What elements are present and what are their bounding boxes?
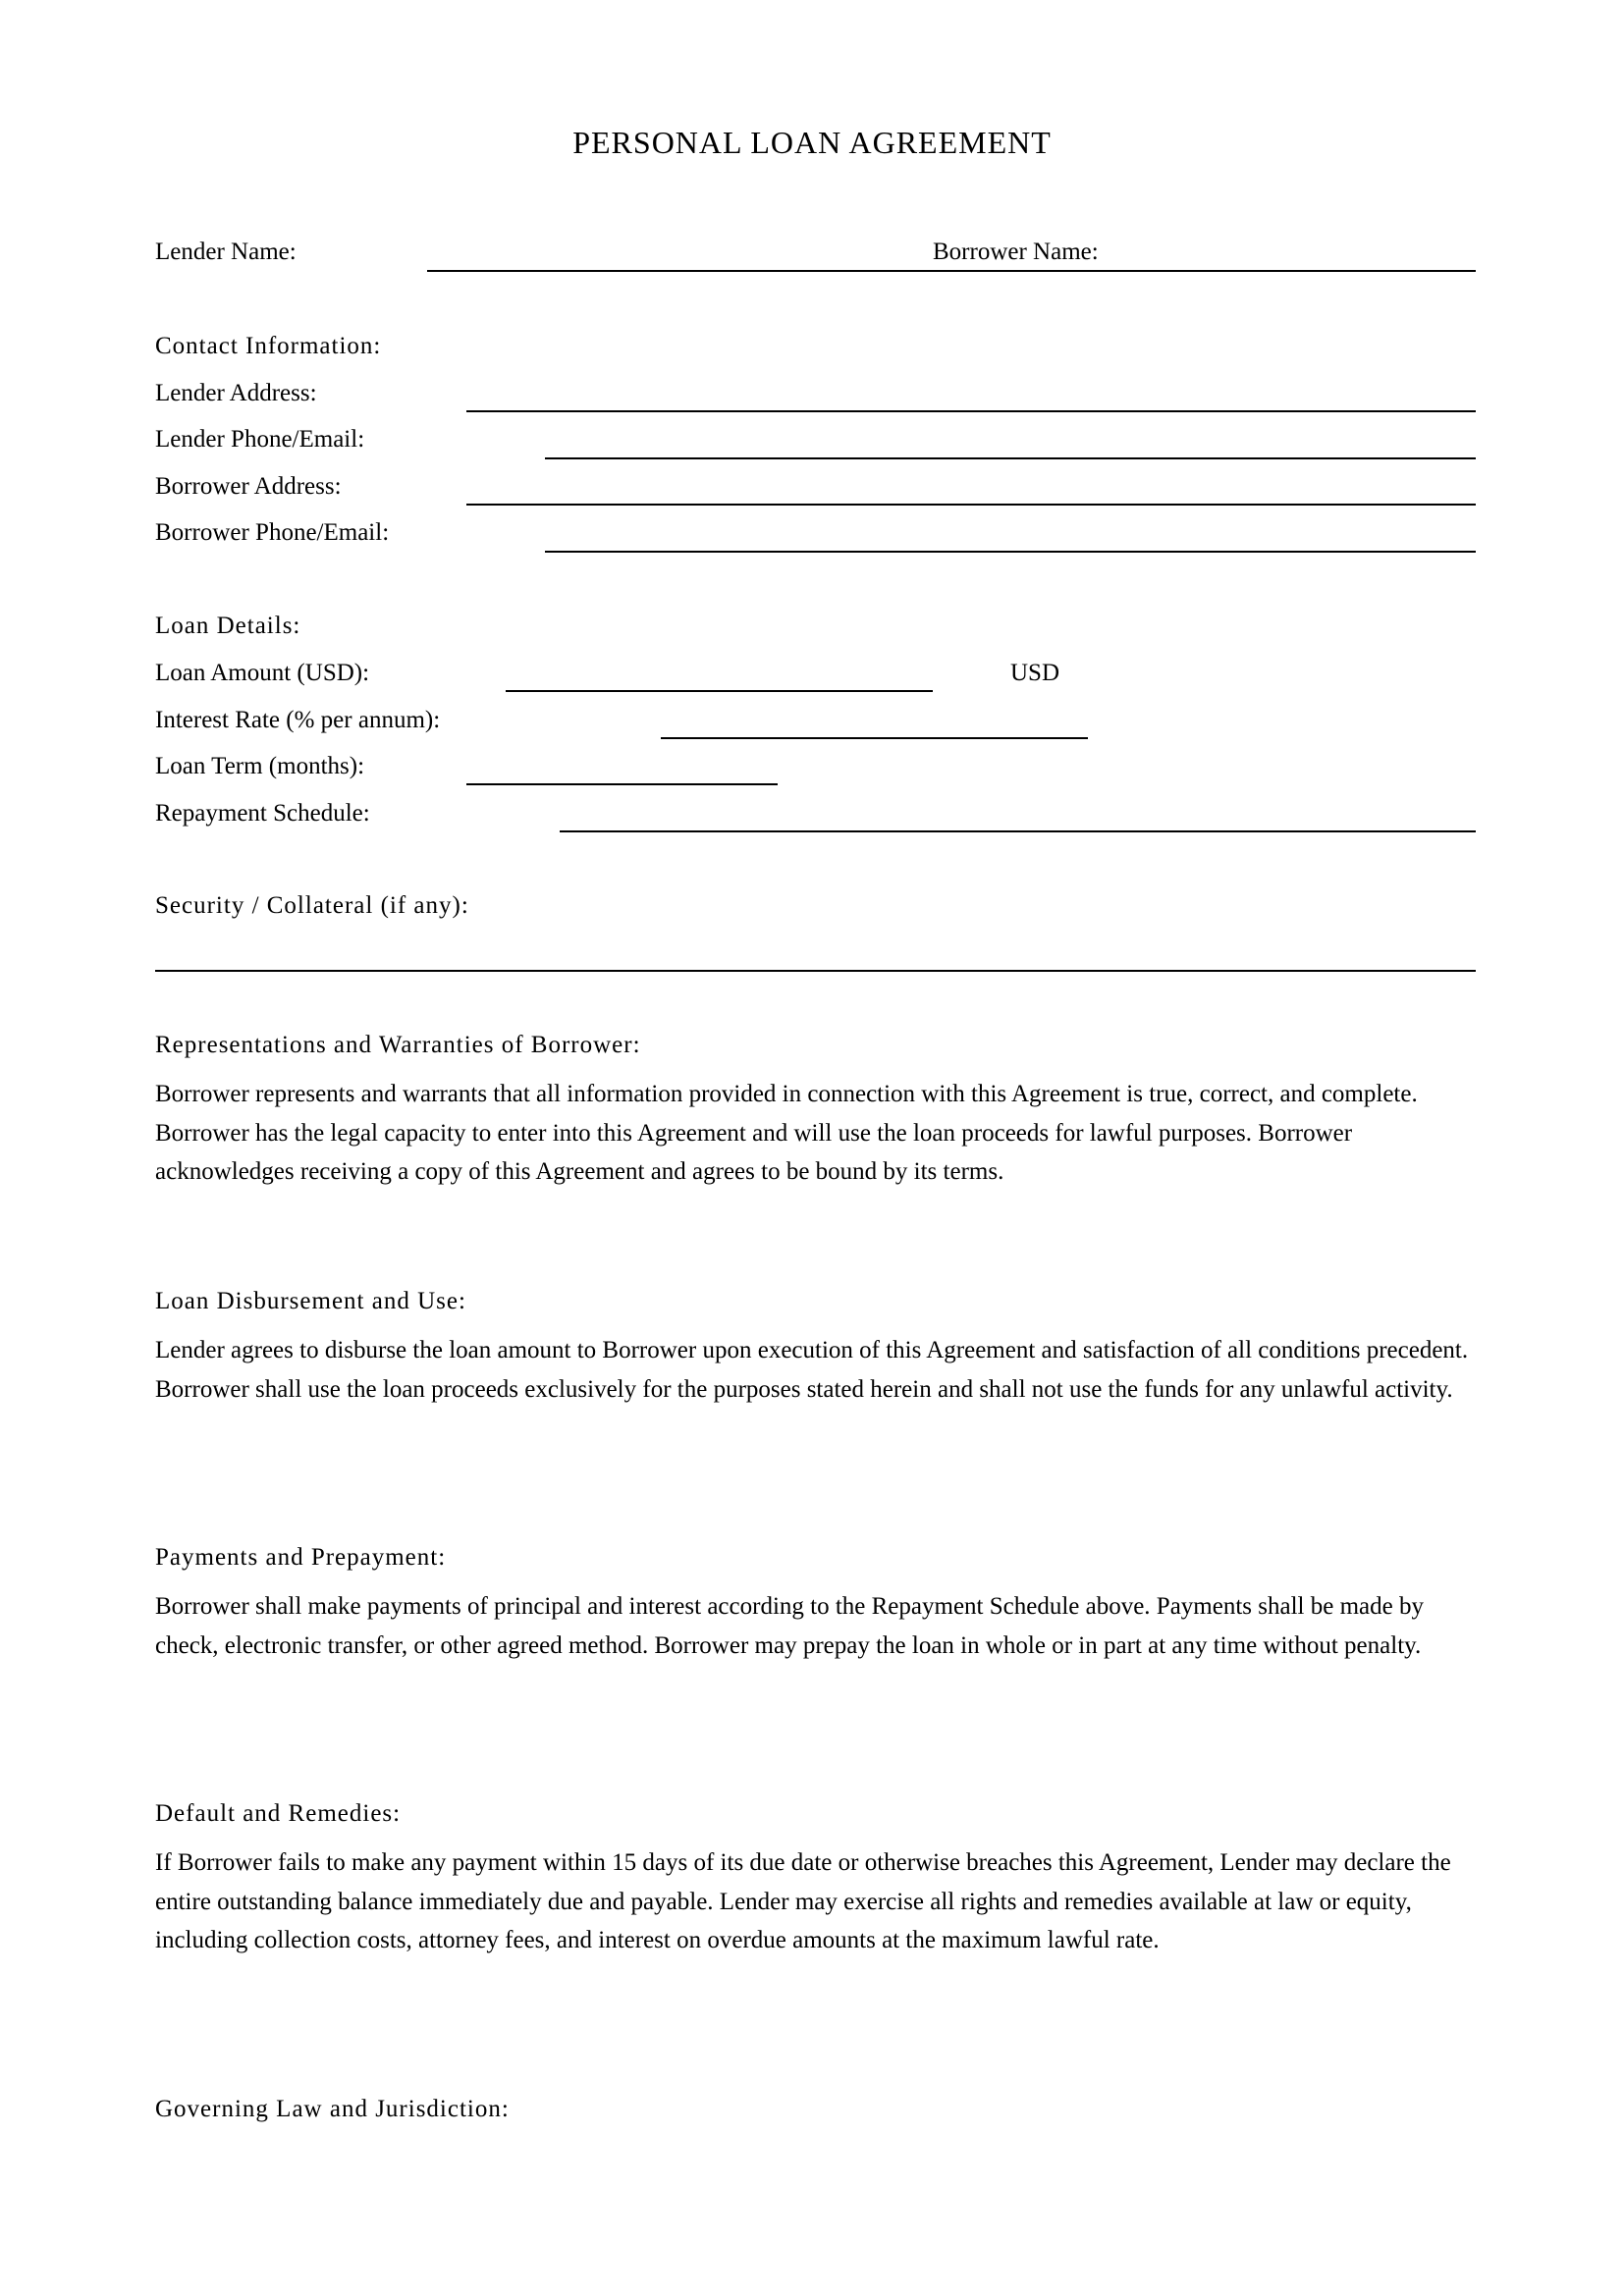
lender-name-field[interactable] [427,270,938,272]
document-title: PERSONAL LOAN AGREEMENT [572,125,1052,160]
section-body: Borrower shall make payments of principal and interest according to the Repayment Schedule above. Payments shall be made by check, electronic transfer, or other agreed method. Borrower may prepay the loan in whole or in part at any time without penalty. [155,1593,1424,1659]
section-body: Lender agrees to disburse the loan amount to Borrower upon execution of this Agreement and satisfaction of all conditions precedent. Borrower shall use the loan proceeds exclusively for the purposes stated herein and shall not use the funds for any unlawful activity. [155,1337,1469,1403]
loan-term-label: Loan Term (months): [155,753,365,779]
lender-name-label: Lender Name: [155,239,297,265]
repayment-schedule-label: Repayment Schedule: [155,800,370,827]
interest-rate-field[interactable] [661,737,1088,739]
section-body: Borrower represents and warrants that all information provided in connection with this Agreement is true, correct, and complete. Borrower has the legal capacity to enter into this Agreement and will use the loan proceeds for lawful purposes. Borrower acknowledges receiving a copy of this Agreement and agrees to be bound by its terms. [155,1081,1418,1185]
section-heading: Loan Disbursement and Use: [155,1288,466,1314]
lender-phone-email-label: Lender Phone/Email: [155,426,365,453]
loan-amount-unit: USD [1010,660,1060,686]
section-heading: Default and Remedies: [155,1800,402,1827]
section-heading: Payments and Prepayment: [155,1544,447,1571]
lender-address-field[interactable] [466,410,1476,412]
loan-details-heading: Loan Details: [155,613,301,639]
borrower-address-label: Borrower Address: [155,473,342,500]
loan-term-field[interactable] [466,783,778,785]
loan-amount-label: Loan Amount (USD): [155,660,370,686]
borrower-address-field[interactable] [466,504,1476,506]
borrower-phone-email-label: Borrower Phone/Email: [155,519,390,546]
security-collateral-label: Security / Collateral (if any): [155,892,469,919]
borrower-name-label: Borrower Name: [933,239,1099,265]
security-collateral-field[interactable] [155,970,1476,972]
section-heading: Representations and Warranties of Borrower: [155,1032,641,1058]
lender-phone-email-field[interactable] [545,457,1476,459]
repayment-schedule-field[interactable] [560,830,1476,832]
borrower-name-field[interactable] [933,270,1476,272]
borrower-phone-email-field[interactable] [545,551,1476,553]
section-heading: Governing Law and Jurisdiction: [155,2096,510,2122]
contact-information-heading: Contact Information: [155,333,382,359]
section-body: If Borrower fails to make any payment within 15 days of its due date or otherwise breaches this Agreement, Lender may declare the entire outstanding balance immediately due and payable. Lender may exercise all rights and remedies available at law or equity, including collection costs, attorney fees, and interest on overdue amounts at the maximum lawful rate. [155,1849,1451,1953]
loan-amount-field[interactable] [506,690,933,692]
interest-rate-label: Interest Rate (% per annum): [155,707,441,733]
lender-address-label: Lender Address: [155,380,317,406]
